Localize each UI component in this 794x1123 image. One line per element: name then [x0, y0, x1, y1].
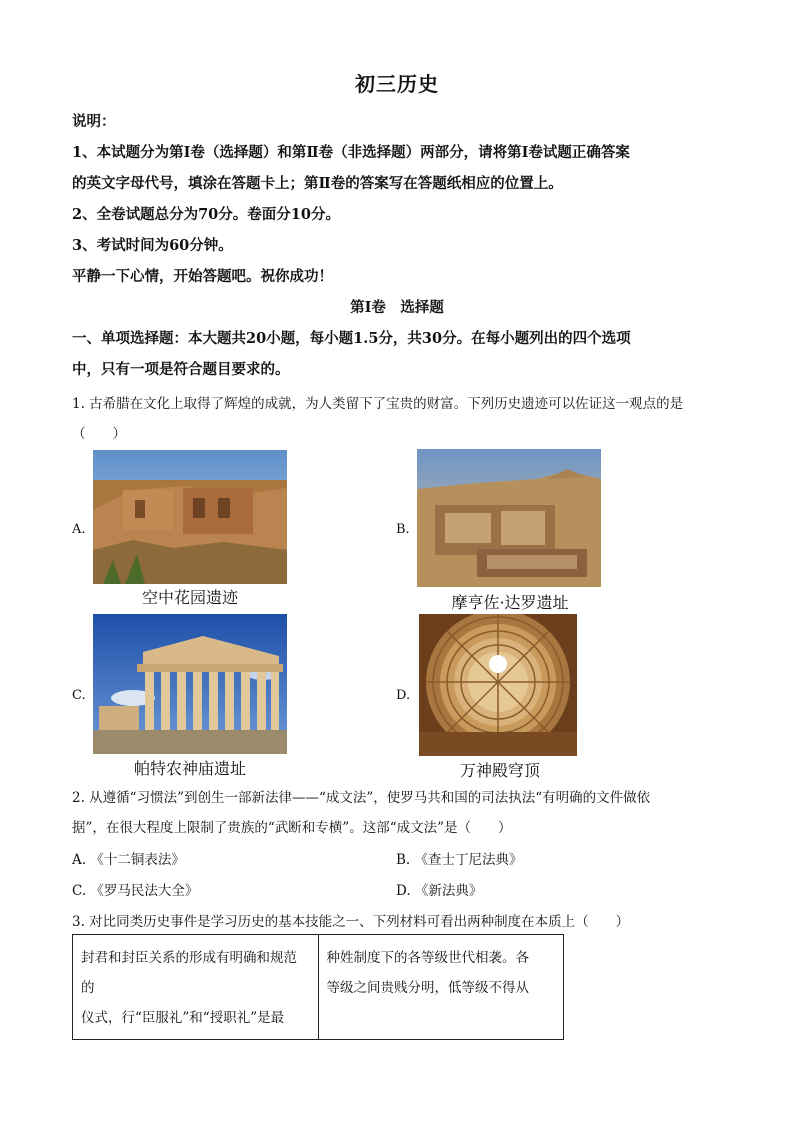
parthenon-ruins-image	[93, 614, 287, 754]
q1-option-a-letter[interactable]: A.	[72, 522, 86, 537]
q3-stem: 3. 对比同类历史事件是学习历史的基本技能之一、下列材料可看出两种制度在本质上（ ）	[72, 914, 630, 930]
q3-material-caste	[318, 935, 564, 1040]
q3-material-feudal-line-2: 仪式，行“臣服礼”和“授职礼”是最	[81, 1010, 285, 1026]
pantheon-dome-image	[419, 614, 577, 756]
q2-option-c[interactable]: C. 《罗马民法大全》	[72, 883, 199, 899]
instruction-item-2: 2、全卷试题总分为70分。卷面分10分。	[72, 206, 340, 223]
section-title: 第Ⅰ卷 选择题	[350, 299, 444, 316]
section-intro-line-1: 一、单项选择题：本大题共20小题，每小题1.5分，共30分。在每小题列出的四个选项	[72, 330, 631, 347]
q1-stem-line-1: 1. 古希腊在文化上取得了辉煌的成就，为人类留下了宝贵的财富。下列历史遗迹可以佐证这一观点的是	[72, 396, 684, 412]
page-title: 初三历史	[355, 72, 439, 96]
q2-option-a[interactable]: A. 《十二铜表法》	[72, 852, 185, 868]
q3-material-table	[72, 934, 564, 1040]
q2-option-d[interactable]: D. 《新法典》	[396, 883, 483, 899]
hanging-gardens-ruins-image	[93, 450, 287, 584]
q1-option-d-letter[interactable]: D.	[396, 688, 411, 703]
instruction-item-1-line-2: 的英文字母代号，填涂在答题卡上；第Ⅱ卷的答案写在答题纸相应的位置上。	[72, 175, 563, 192]
q3-material-feudal	[73, 935, 319, 1040]
q1-option-a-caption: 空中花园遗迹	[141, 588, 238, 607]
q3-material-feudal-line-1: 封君和封臣关系的形成有明确和规范的	[81, 950, 297, 996]
q1-option-b-letter[interactable]: B.	[396, 522, 410, 537]
q2-stem-line-2: 据”，在很大程度上限制了贵族的“武断和专横”。这部“成文法”是（ ）	[72, 820, 512, 836]
q2-stem-line-1: 2. 从遵循“习惯法”到创生一部新法律——“成文法”，使罗马共和国的司法执法“有明确的文件做依	[72, 790, 651, 806]
instructions-heading: 说明：	[72, 113, 116, 130]
instruction-item-3: 3、考试时间为60分钟。	[72, 237, 233, 254]
encouragement-text: 平静一下心情，开始答题吧。祝你成功！	[72, 268, 333, 285]
q2-option-b[interactable]: B. 《查士丁尼法典》	[396, 852, 523, 868]
q3-material-caste-line-2: 等级之间贵贱分明，低等级不得从	[326, 980, 529, 996]
q3-material-caste-line-1: 种姓制度下的各等级世代相袭。各	[326, 950, 529, 966]
mohenjo-daro-ruins-image	[417, 449, 601, 587]
section-intro-line-2: 中，只有一项是符合题目要求的。	[72, 361, 290, 378]
q1-stem-line-2: （ ）	[72, 426, 126, 442]
q1-option-c-caption: 帕特农神庙遗址	[133, 759, 246, 778]
q1-option-d-caption: 万神殿穹顶	[459, 761, 540, 780]
q1-option-c-letter[interactable]: C.	[72, 688, 86, 703]
instruction-item-1-line-1: 1、本试题分为第Ⅰ卷（选择题）和第Ⅱ卷（非选择题）两部分，请将第Ⅰ卷试题正确答案	[72, 144, 630, 161]
q1-option-b-caption: 摩亨佐·达罗遗址	[451, 593, 569, 612]
